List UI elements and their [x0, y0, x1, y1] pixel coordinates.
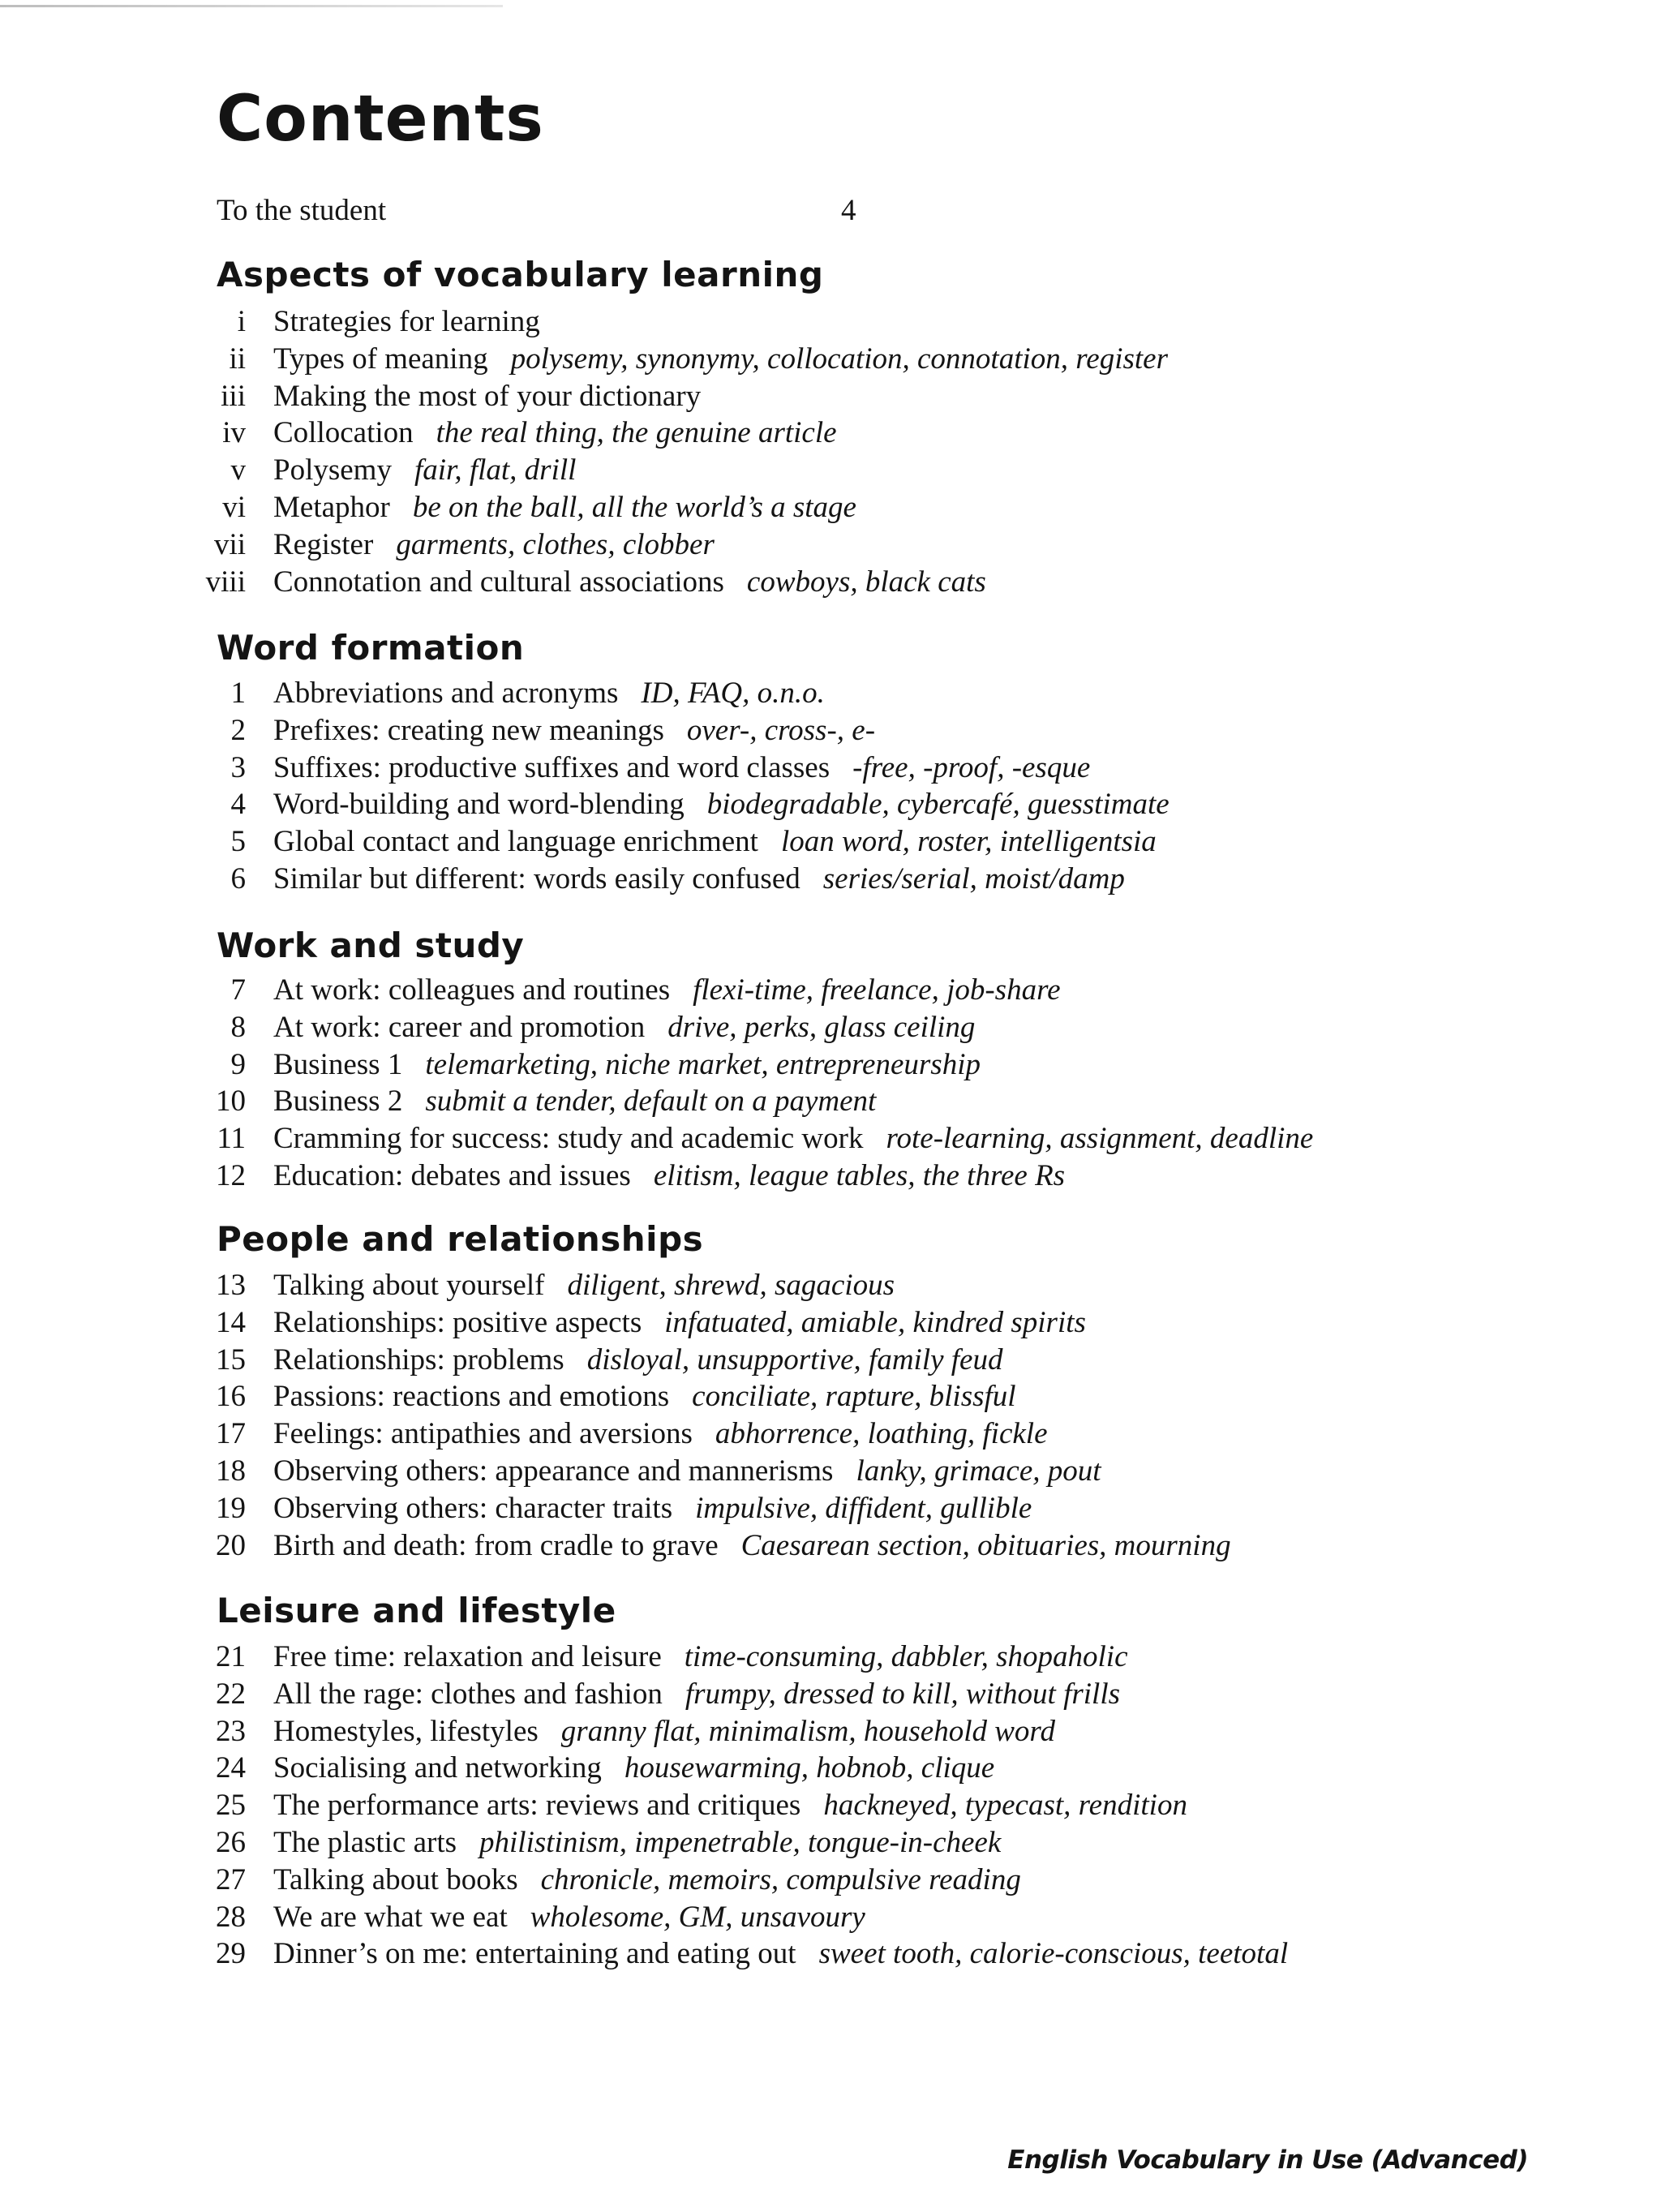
unit-topic: Homestyles, lifestyles	[273, 1714, 539, 1748]
unit-number: vi	[222, 490, 246, 524]
unit-examples: frumpy, dressed to kill, without frills	[685, 1677, 1121, 1711]
unit-examples: rote-learning, assignment, deadline	[886, 1122, 1314, 1156]
unit-topic-line	[273, 378, 701, 415]
unit-number: 11	[217, 1122, 246, 1156]
contents-entry	[0, 1415, 1661, 1453]
unit-examples: infatuated, amiable, kindred spirits	[664, 1305, 1086, 1339]
unit-topic-line	[273, 1862, 1021, 1899]
unit-examples: philistinism, impenetrable, tongue-in-cheek	[479, 1825, 1002, 1859]
contents-entry	[0, 1713, 1661, 1750]
unit-topic-line	[273, 712, 875, 750]
contents-entry	[0, 303, 1661, 341]
unit-topic: Relationships: problems	[273, 1342, 564, 1377]
unit-topic-line	[273, 861, 1125, 898]
intro-entry	[217, 193, 865, 229]
unit-topic: At work: career and promotion	[273, 1010, 646, 1044]
unit-number: 5	[230, 825, 246, 859]
unit-number: i	[237, 305, 246, 338]
contents-entry	[0, 1639, 1661, 1676]
unit-examples: flexi-time, freelance, job-share	[693, 973, 1061, 1007]
unit-examples: Caesarean section, obituaries, mourning	[740, 1528, 1231, 1562]
contents-entry	[0, 414, 1661, 452]
unit-number: 1	[230, 676, 246, 710]
unit-topic-line	[273, 750, 1090, 787]
unit-number: 10	[216, 1085, 246, 1119]
unit-examples: sweet tooth, calorie-conscious, teetotal	[818, 1937, 1289, 1971]
unit-number: 26	[216, 1825, 246, 1859]
unit-topic: We are what we eat	[273, 1900, 508, 1934]
section-entry-list	[0, 675, 1661, 898]
unit-topic: Birth and death: from cradle to grave	[273, 1528, 719, 1562]
contents-entry	[0, 1490, 1661, 1527]
unit-number: 13	[216, 1269, 246, 1302]
unit-topic-line	[273, 1267, 895, 1304]
unit-number: 29	[216, 1937, 246, 1971]
contents-entry	[0, 1787, 1661, 1824]
section-entry-list	[0, 1267, 1661, 1564]
unit-examples: cowboys, black cats	[746, 565, 986, 599]
intro-label: To the student	[217, 194, 387, 227]
unit-number: 4	[230, 788, 246, 822]
contents-entry	[0, 526, 1661, 564]
unit-topic-line	[273, 1304, 1086, 1342]
unit-examples: granny flat, minimalism, household word	[560, 1714, 1055, 1748]
unit-number: 14	[216, 1305, 246, 1339]
contents-entry	[0, 1862, 1661, 1899]
unit-examples: drive, perks, glass ceiling	[667, 1010, 976, 1044]
contents-entry	[0, 750, 1661, 787]
unit-topic: Cramming for success: study and academic work	[273, 1122, 864, 1156]
unit-topic: Relationships: positive aspects	[273, 1305, 642, 1339]
unit-topic-line	[273, 1158, 1065, 1195]
contents-entry	[0, 1899, 1661, 1936]
unit-topic-line	[273, 1527, 1231, 1565]
unit-topic: Passions: reactions and emotions	[273, 1380, 670, 1414]
unit-topic-line	[273, 972, 1061, 1009]
contents-entry	[0, 1378, 1661, 1415]
unit-examples: housewarming, hobnob, clique	[624, 1751, 995, 1785]
unit-examples: impulsive, diffident, gullible	[695, 1491, 1032, 1525]
section-heading: People and relationships	[217, 1219, 704, 1259]
unit-topic: Global contact and language enrichment	[273, 825, 758, 859]
unit-examples: hackneyed, typecast, rendition	[823, 1789, 1187, 1823]
unit-number: 3	[230, 750, 246, 784]
unit-topic-line	[273, 1750, 994, 1787]
unit-topic-line	[273, 1415, 1048, 1453]
unit-examples: polysemy, synonymy, collocation, connotation, register	[510, 341, 1169, 376]
unit-topic-line	[273, 1787, 1187, 1824]
unit-number: 21	[216, 1640, 246, 1673]
unit-topic: Dinner’s on me: entertaining and eating out	[273, 1937, 796, 1971]
unit-examples: garments, clothes, clobber	[396, 527, 715, 561]
unit-examples: be on the ball, all the world’s a stage	[412, 490, 856, 524]
unit-topic: At work: colleagues and routines	[273, 973, 671, 1007]
contents-entry	[0, 1158, 1661, 1195]
unit-examples: ID, FAQ, o.n.o.	[641, 676, 825, 710]
unit-topic: Business 2	[273, 1085, 403, 1119]
unit-topic: Metaphor	[273, 490, 390, 524]
contents-entry	[0, 1083, 1661, 1120]
unit-topic: Collocation	[273, 416, 414, 450]
unit-examples: biodegradable, cybercafé, guesstimate	[706, 788, 1170, 822]
contents-entry	[0, 1009, 1661, 1046]
unit-topic-line	[273, 786, 1170, 823]
unit-number: iii	[221, 379, 246, 413]
unit-examples: elitism, league tables, the three Rs	[653, 1158, 1066, 1192]
contents-entry	[0, 1527, 1661, 1565]
unit-examples: loan word, roster, intelligentsia	[780, 825, 1157, 859]
unit-topic: Register	[273, 527, 374, 561]
unit-examples: diligent, shrewd, sagacious	[567, 1269, 895, 1302]
unit-topic-line	[273, 1676, 1120, 1713]
unit-topic-line	[273, 564, 986, 601]
section-entry-list	[0, 303, 1661, 600]
unit-number: 9	[230, 1047, 246, 1081]
unit-number: ii	[229, 341, 246, 376]
unit-number: 16	[216, 1380, 246, 1414]
unit-topic: Talking about books	[273, 1862, 518, 1896]
unit-topic: Socialising and networking	[273, 1751, 602, 1785]
contents-entry	[0, 675, 1661, 712]
unit-topic-line	[273, 414, 837, 452]
unit-topic: Education: debates and issues	[273, 1158, 631, 1192]
unit-number: 20	[216, 1528, 246, 1562]
unit-number: v	[230, 453, 246, 487]
contents-entry	[0, 972, 1661, 1009]
unit-topic: Abbreviations and acronyms	[273, 676, 619, 710]
unit-number: 23	[216, 1714, 246, 1748]
contents-entry	[0, 1267, 1661, 1304]
unit-topic-line	[273, 303, 540, 341]
contents-entry	[0, 452, 1661, 489]
unit-examples: the real thing, the genuine article	[436, 416, 837, 450]
unit-number: 22	[216, 1677, 246, 1711]
contents-entry	[0, 1120, 1661, 1158]
unit-topic-line	[273, 1824, 1001, 1862]
page-title: Contents	[217, 83, 544, 156]
unit-number: 6	[230, 861, 246, 896]
unit-number: 12	[216, 1158, 246, 1192]
unit-topic-line	[273, 1639, 1128, 1676]
unit-topic-line	[273, 1713, 1055, 1750]
contents-entry	[0, 786, 1661, 823]
unit-examples: disloyal, unsupportive, family feud	[586, 1342, 1003, 1377]
unit-number: vii	[213, 527, 246, 561]
unit-topic-line	[273, 1453, 1101, 1490]
unit-number: 8	[230, 1010, 246, 1044]
unit-topic-line	[273, 1935, 1288, 1973]
unit-topic-line	[273, 1899, 865, 1936]
unit-topic: All the rage: clothes and fashion	[273, 1677, 663, 1711]
contents-entry	[0, 1824, 1661, 1862]
unit-topic-line	[273, 1120, 1313, 1158]
unit-topic-line	[273, 526, 715, 564]
unit-examples: submit a tender, default on a payment	[425, 1085, 877, 1119]
unit-topic-line	[273, 1046, 981, 1084]
contents-entry	[0, 1046, 1661, 1084]
unit-topic: Making the most of your dictionary	[273, 379, 702, 413]
unit-topic-line	[273, 452, 576, 489]
unit-topic: Similar but different: words easily confused	[273, 861, 800, 896]
unit-topic-line	[273, 1009, 975, 1046]
unit-examples: chronicle, memoirs, compulsive reading	[540, 1862, 1021, 1896]
unit-number: 25	[216, 1789, 246, 1823]
unit-number: viii	[205, 565, 246, 599]
unit-topic: Observing others: appearance and mannerisms	[273, 1454, 834, 1488]
contents-entry	[0, 341, 1661, 378]
section-entry-list	[0, 1639, 1661, 1973]
unit-topic: Feelings: antipathies and aversions	[273, 1417, 693, 1451]
footer-book-title: English Vocabulary in Use (Advanced)	[1007, 2145, 1528, 2175]
contents-entry	[0, 564, 1661, 601]
unit-number: 24	[216, 1751, 246, 1785]
unit-examples: conciliate, rapture, blissful	[692, 1380, 1016, 1414]
unit-topic: The plastic arts	[273, 1825, 457, 1859]
unit-number: 19	[216, 1491, 246, 1525]
contents-entry	[0, 1750, 1661, 1787]
contents-entry	[0, 861, 1661, 898]
contents-entry	[0, 489, 1661, 526]
unit-number: 27	[216, 1862, 246, 1896]
contents-entry	[0, 1304, 1661, 1342]
unit-topic: Strategies for learning	[273, 305, 540, 338]
unit-topic-line	[273, 1083, 876, 1120]
unit-topic-line	[273, 489, 856, 526]
unit-examples: wholesome, GM, unsavoury	[530, 1900, 865, 1934]
unit-examples: abhorrence, loathing, fickle	[715, 1417, 1048, 1451]
unit-topic-line	[273, 1490, 1032, 1527]
unit-examples: fair, flat, drill	[414, 453, 577, 487]
unit-number: 17	[216, 1417, 246, 1451]
unit-examples: -free, -proof, -esque	[852, 750, 1091, 784]
unit-topic: Polysemy	[273, 453, 392, 487]
contents-entry	[0, 712, 1661, 750]
unit-topic: Word-building and word-blending	[273, 788, 685, 822]
section-heading: Word formation	[217, 628, 525, 668]
unit-topic: Prefixes: creating new meanings	[273, 713, 664, 747]
unit-topic: Business 1	[273, 1047, 403, 1081]
unit-examples: time-consuming, dabbler, shopaholic	[684, 1640, 1128, 1673]
unit-topic: Free time: relaxation and leisure	[273, 1640, 662, 1673]
unit-topic-line	[273, 341, 1168, 378]
unit-topic: Types of meaning	[273, 341, 488, 376]
section-heading: Work and study	[217, 926, 525, 965]
contents-entry	[0, 1453, 1661, 1490]
unit-examples: series/serial, moist/damp	[822, 861, 1125, 896]
unit-topic: Observing others: character traits	[273, 1491, 673, 1525]
unit-examples: lanky, grimace, pout	[856, 1454, 1101, 1488]
section-heading: Aspects of vocabulary learning	[217, 255, 824, 294]
unit-number: 28	[216, 1900, 246, 1934]
contents-entry	[0, 378, 1661, 415]
contents-entry	[0, 1676, 1661, 1713]
unit-topic-line	[273, 1342, 1002, 1379]
unit-topic: Connotation and cultural associations	[273, 565, 724, 599]
unit-topic: Suffixes: productive suffixes and word classes	[273, 750, 830, 784]
intro-page-number: 4	[841, 194, 856, 227]
contents-entry	[0, 823, 1661, 861]
section-entry-list	[0, 972, 1661, 1195]
unit-number: iv	[222, 416, 246, 450]
unit-number: 2	[230, 713, 246, 747]
unit-topic-line	[273, 675, 825, 712]
unit-examples: over-, cross-, e-	[686, 713, 876, 747]
unit-examples: telemarketing, niche market, entrepreneurship	[425, 1047, 981, 1081]
contents-entry	[0, 1342, 1661, 1379]
section-heading: Leisure and lifestyle	[217, 1591, 616, 1630]
unit-number: 15	[216, 1342, 246, 1377]
unit-topic-line	[273, 1378, 1016, 1415]
scan-edge-line	[0, 5, 503, 7]
unit-number: 7	[230, 973, 246, 1007]
contents-entry	[0, 1935, 1661, 1973]
unit-topic: Talking about yourself	[273, 1269, 545, 1302]
unit-topic-line	[273, 823, 1157, 861]
unit-topic: The performance arts: reviews and critiques	[273, 1789, 801, 1823]
unit-number: 18	[216, 1454, 246, 1488]
